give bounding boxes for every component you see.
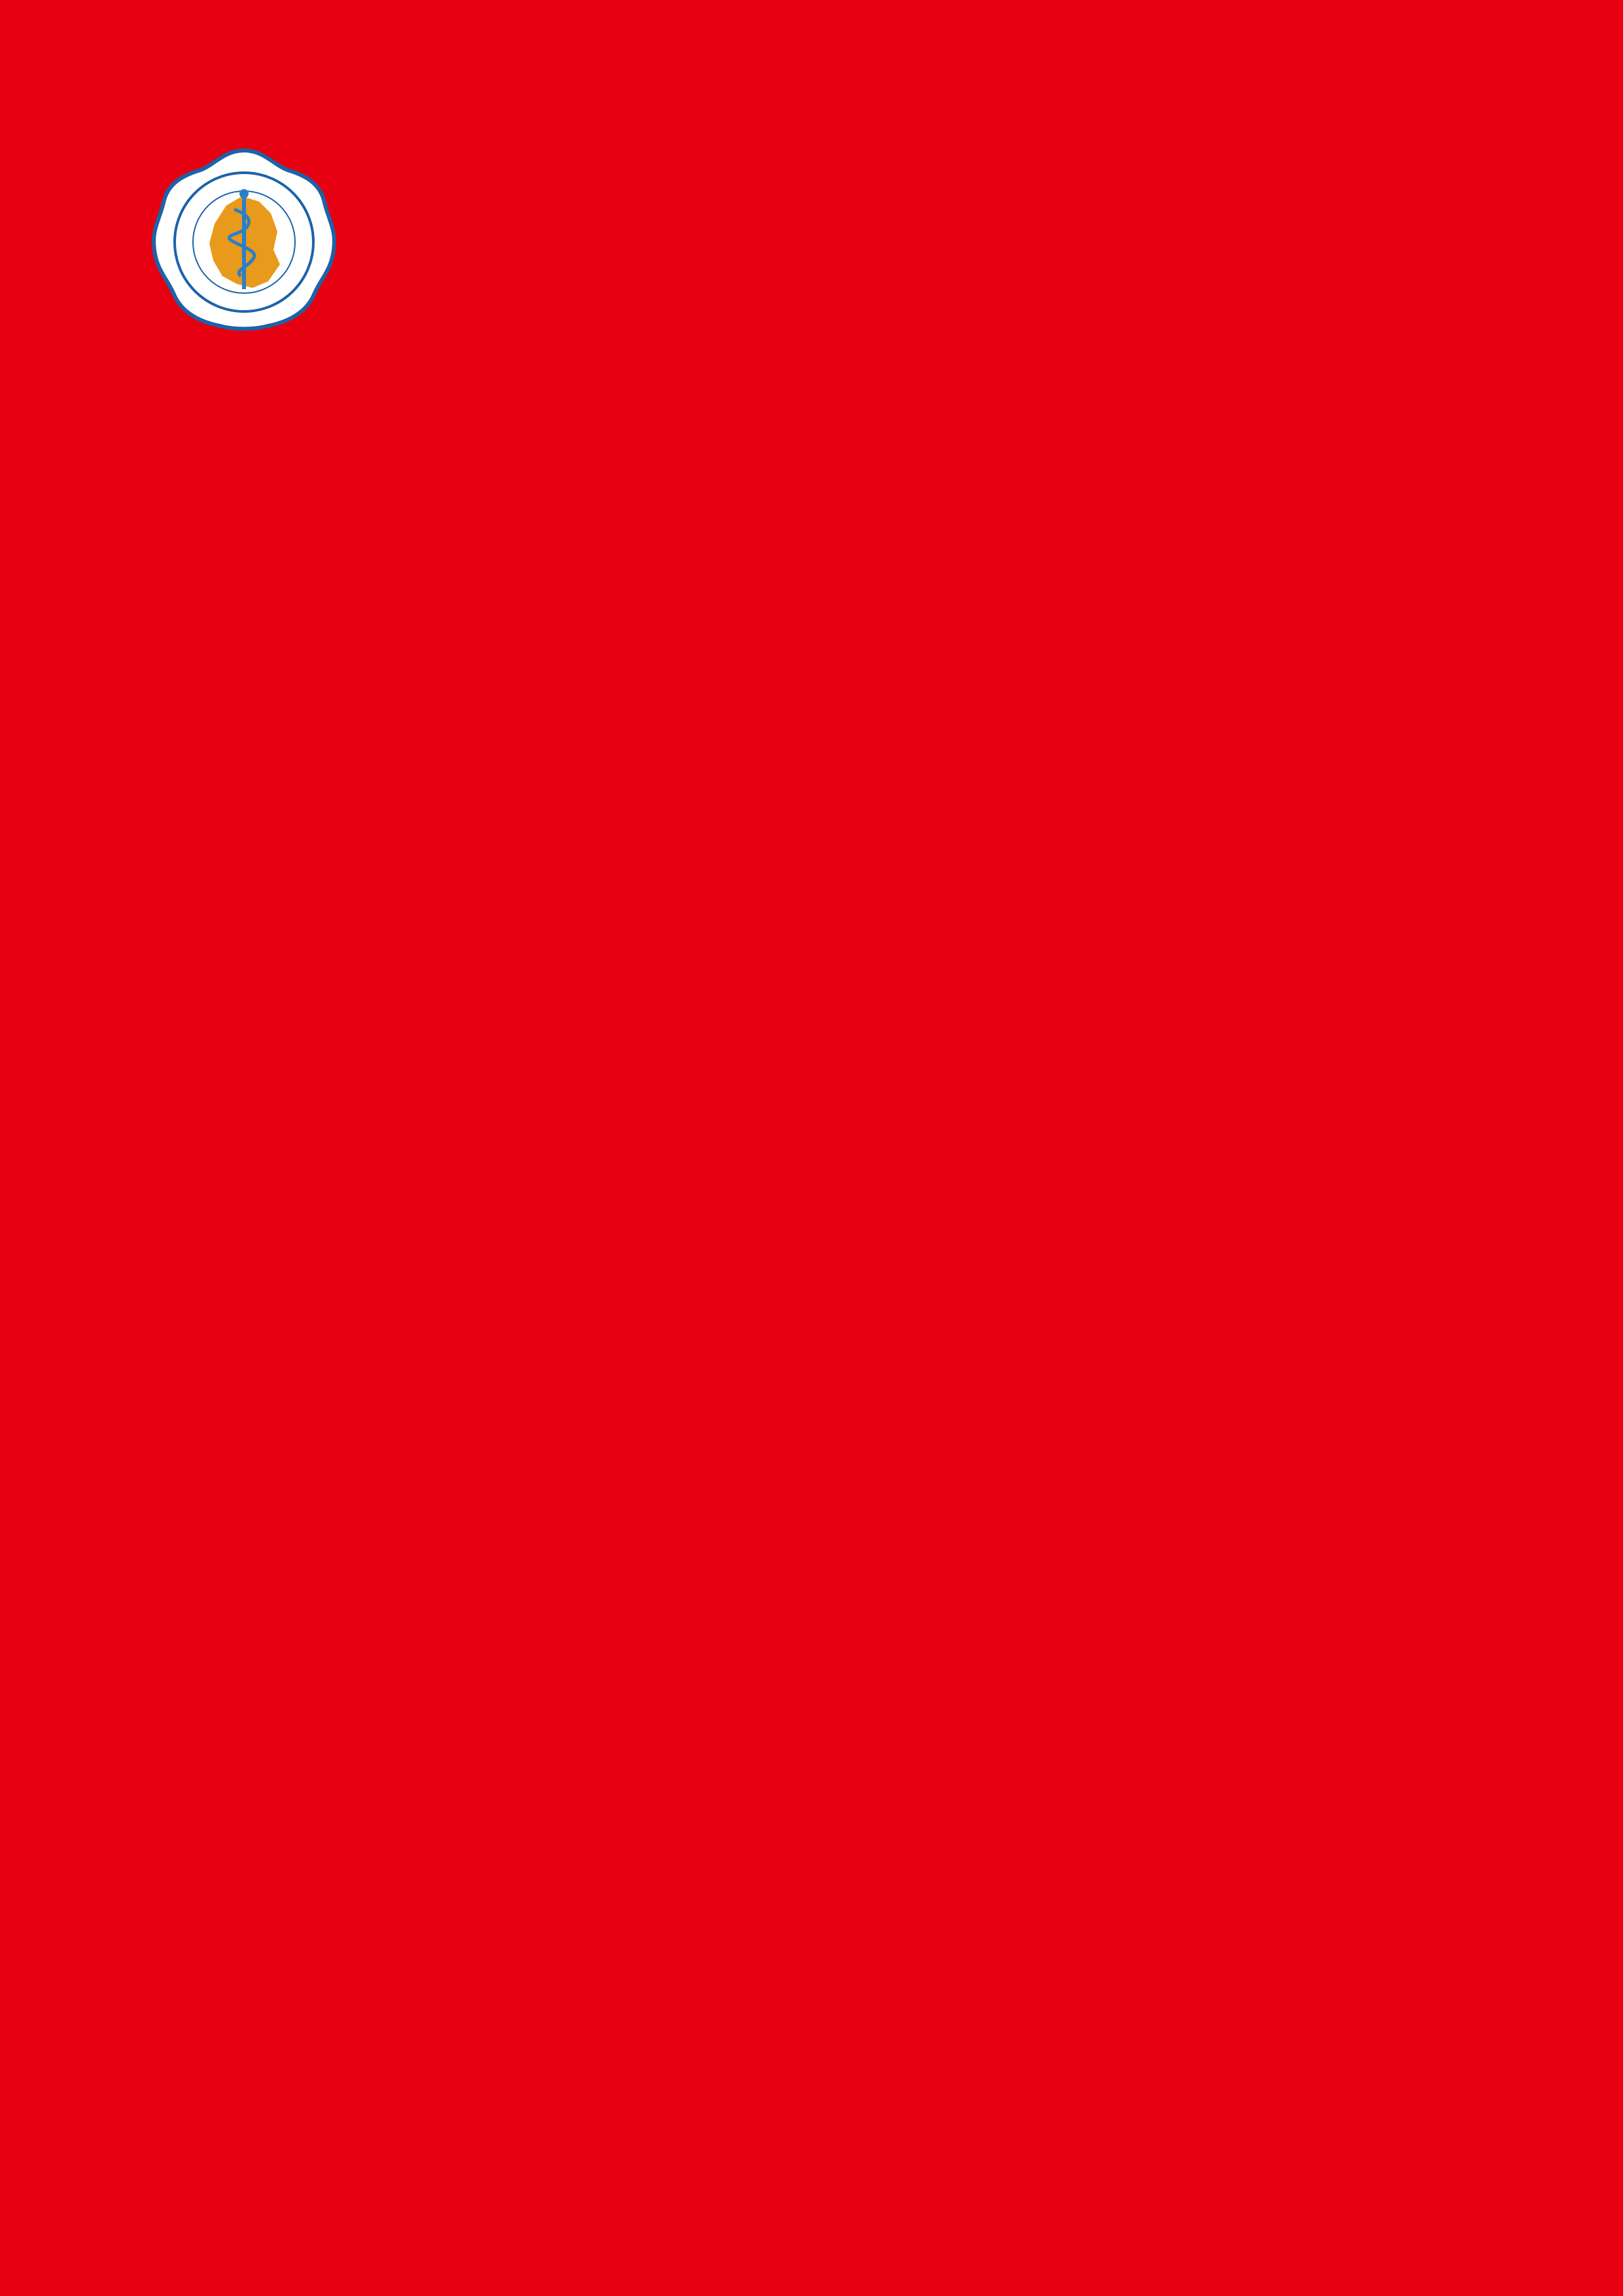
association-logo — [149, 145, 339, 335]
